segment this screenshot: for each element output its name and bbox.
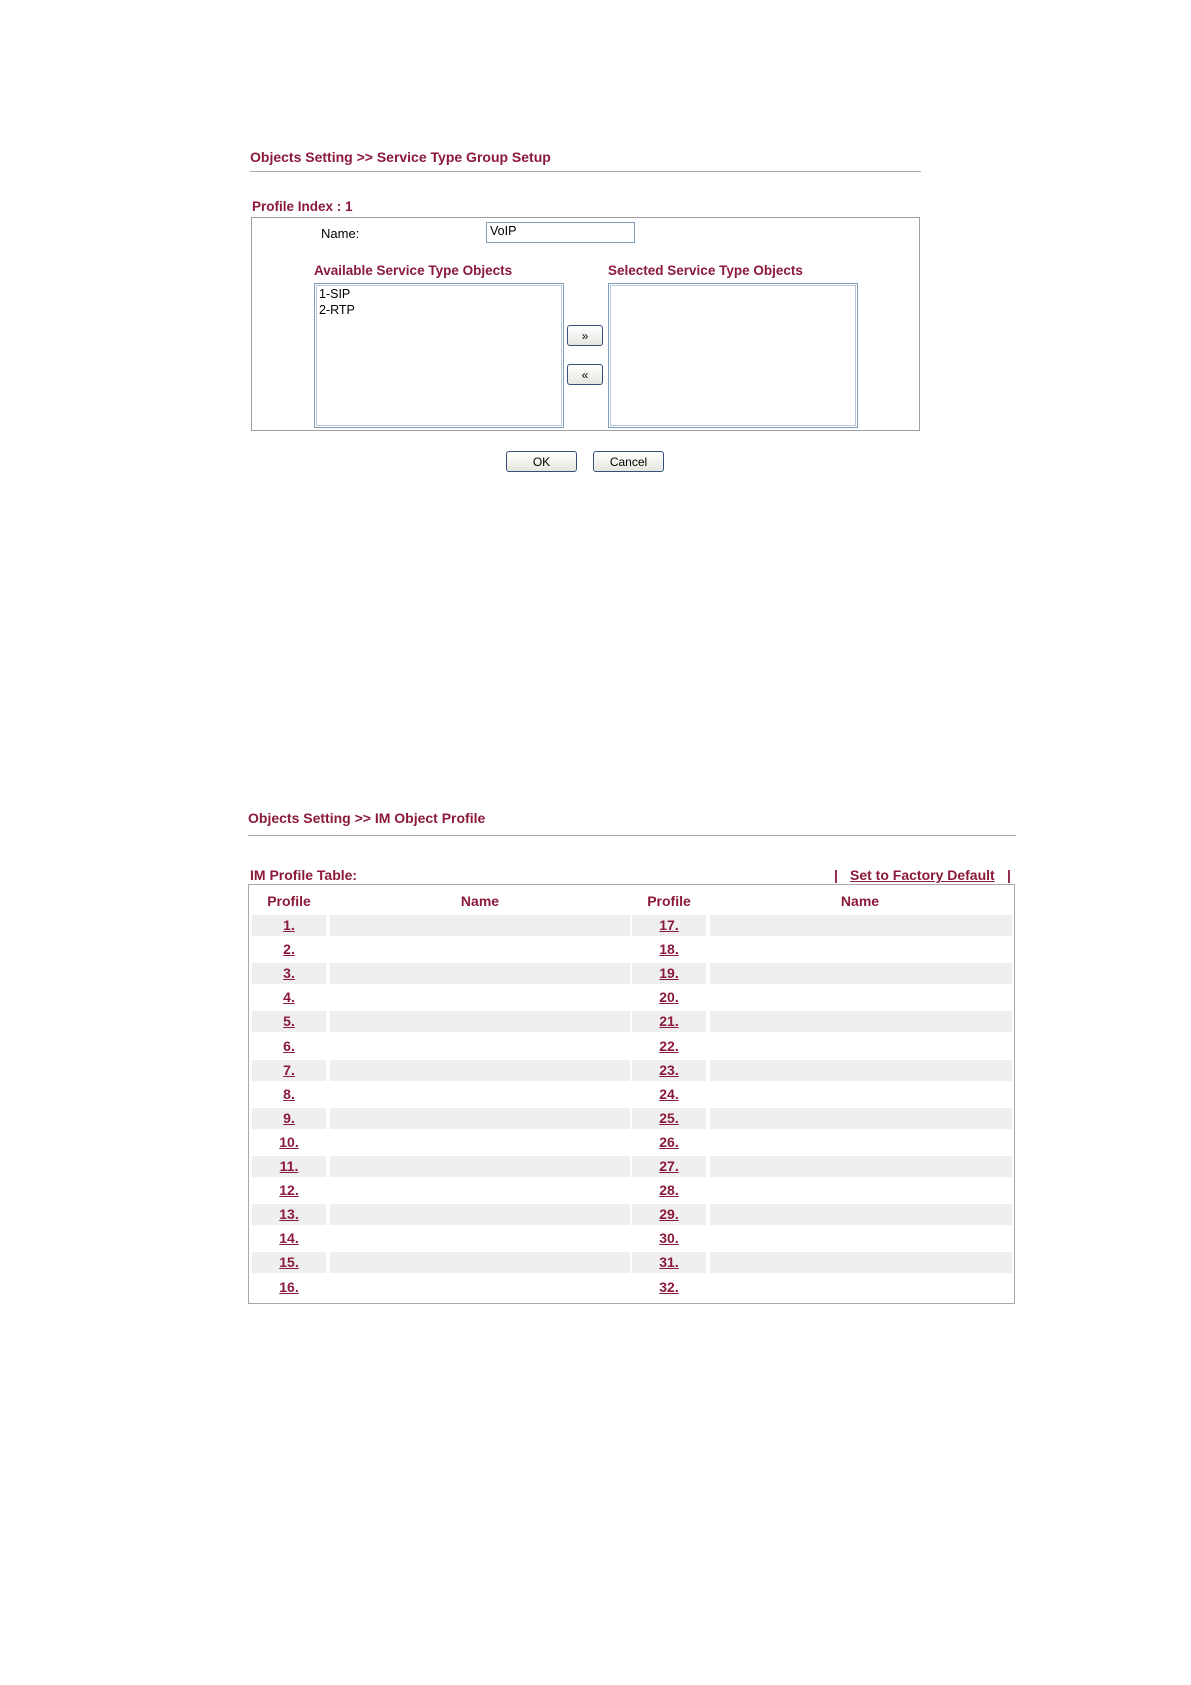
profile-link[interactable]: 28. bbox=[659, 1182, 679, 1198]
profile-link[interactable]: 6. bbox=[283, 1038, 295, 1054]
available-objects-label: Available Service Type Objects bbox=[314, 263, 513, 278]
profile-link[interactable]: 4. bbox=[283, 989, 295, 1005]
selected-objects-inner bbox=[610, 285, 856, 426]
profile-link[interactable]: 23. bbox=[659, 1062, 679, 1078]
list-item[interactable]: 1-SIP bbox=[319, 287, 351, 301]
service-group-breadcrumb: Objects Setting >> Service Type Group Setup bbox=[250, 149, 551, 165]
profile-link[interactable]: 9. bbox=[283, 1110, 295, 1126]
available-objects-list[interactable] bbox=[314, 283, 564, 428]
profile-link[interactable]: 20. bbox=[659, 989, 679, 1005]
table-row-stripe bbox=[710, 1252, 1012, 1273]
profile-link[interactable]: 11. bbox=[279, 1158, 299, 1174]
profile-link[interactable]: 3. bbox=[283, 965, 295, 981]
divider bbox=[250, 171, 921, 172]
profile-link[interactable]: 8. bbox=[283, 1086, 295, 1102]
profile-link[interactable]: 13. bbox=[279, 1206, 299, 1222]
im-profile-breadcrumb: Objects Setting >> IM Object Profile bbox=[248, 810, 486, 826]
table-row-stripe bbox=[710, 1204, 1012, 1225]
table-row-stripe bbox=[330, 1060, 630, 1081]
profile-link[interactable]: 5. bbox=[283, 1013, 295, 1029]
ok-button[interactable]: OK bbox=[506, 451, 577, 472]
profile-link[interactable]: 18. bbox=[659, 941, 679, 957]
selected-objects-list[interactable] bbox=[608, 283, 858, 428]
profile-index-label: Profile Index : 1 bbox=[252, 199, 353, 214]
profile-link[interactable]: 26. bbox=[659, 1134, 679, 1150]
profile-link[interactable]: 16. bbox=[279, 1279, 299, 1295]
profile-link[interactable]: 21. bbox=[659, 1013, 679, 1029]
im-profile-table bbox=[248, 884, 1015, 1304]
table-row-stripe bbox=[330, 963, 630, 984]
profile-link[interactable]: 10. bbox=[279, 1134, 299, 1150]
profile-link[interactable]: 15. bbox=[279, 1254, 299, 1270]
profile-link[interactable]: 24. bbox=[659, 1086, 679, 1102]
profile-link[interactable]: 1. bbox=[283, 917, 295, 933]
table-row-stripe bbox=[710, 1011, 1012, 1032]
profile-link[interactable]: 22. bbox=[659, 1038, 679, 1054]
profile-link[interactable]: 30. bbox=[659, 1230, 679, 1246]
table-row-stripe bbox=[330, 1252, 630, 1273]
header-name-left: Name bbox=[460, 893, 500, 909]
table-row-stripe bbox=[330, 915, 630, 936]
table-row-stripe bbox=[330, 1108, 630, 1129]
header-profile-left: Profile bbox=[267, 893, 311, 909]
profile-link[interactable]: 25. bbox=[659, 1110, 679, 1126]
table-row-stripe bbox=[330, 1011, 630, 1032]
profile-link[interactable]: 12. bbox=[279, 1182, 299, 1198]
profile-link[interactable]: 32. bbox=[659, 1279, 679, 1295]
name-input[interactable]: VoIP bbox=[486, 222, 635, 243]
table-row-stripe bbox=[330, 1204, 630, 1225]
profile-link[interactable]: 27. bbox=[659, 1158, 679, 1174]
table-row-stripe bbox=[710, 1060, 1012, 1081]
profile-link[interactable]: 31. bbox=[659, 1254, 679, 1270]
header-profile-right: Profile bbox=[647, 893, 691, 909]
table-row-stripe bbox=[710, 1156, 1012, 1177]
remove-object-button[interactable]: « bbox=[567, 364, 603, 385]
header-name-right: Name bbox=[840, 893, 880, 909]
factory-link-wrap bbox=[850, 867, 995, 883]
profile-link[interactable]: 2. bbox=[283, 941, 295, 957]
set-to-factory-default-link[interactable]: Set to Factory Default bbox=[850, 867, 995, 883]
cancel-button[interactable]: Cancel bbox=[593, 451, 664, 472]
name-label: Name: bbox=[321, 226, 360, 241]
profile-link[interactable]: 17. bbox=[659, 917, 679, 933]
table-row-stripe bbox=[710, 1108, 1012, 1129]
available-objects-inner bbox=[316, 285, 562, 426]
divider bbox=[248, 835, 1016, 836]
profile-link[interactable]: 29. bbox=[659, 1206, 679, 1222]
table-row-stripe bbox=[330, 1156, 630, 1177]
table-row-stripe bbox=[710, 963, 1012, 984]
factory-separator-right: | bbox=[1007, 867, 1011, 883]
im-profile-table-label: IM Profile Table: bbox=[250, 867, 358, 883]
table-row-stripe bbox=[710, 915, 1012, 936]
factory-separator-left: | bbox=[834, 867, 838, 883]
list-item[interactable]: 2-RTP bbox=[319, 303, 355, 317]
profile-link[interactable]: 7. bbox=[283, 1062, 295, 1078]
profile-link[interactable]: 19. bbox=[659, 965, 679, 981]
profile-link[interactable]: 14. bbox=[279, 1230, 299, 1246]
add-object-button[interactable]: » bbox=[567, 325, 603, 346]
selected-objects-label: Selected Service Type Objects bbox=[608, 263, 803, 278]
